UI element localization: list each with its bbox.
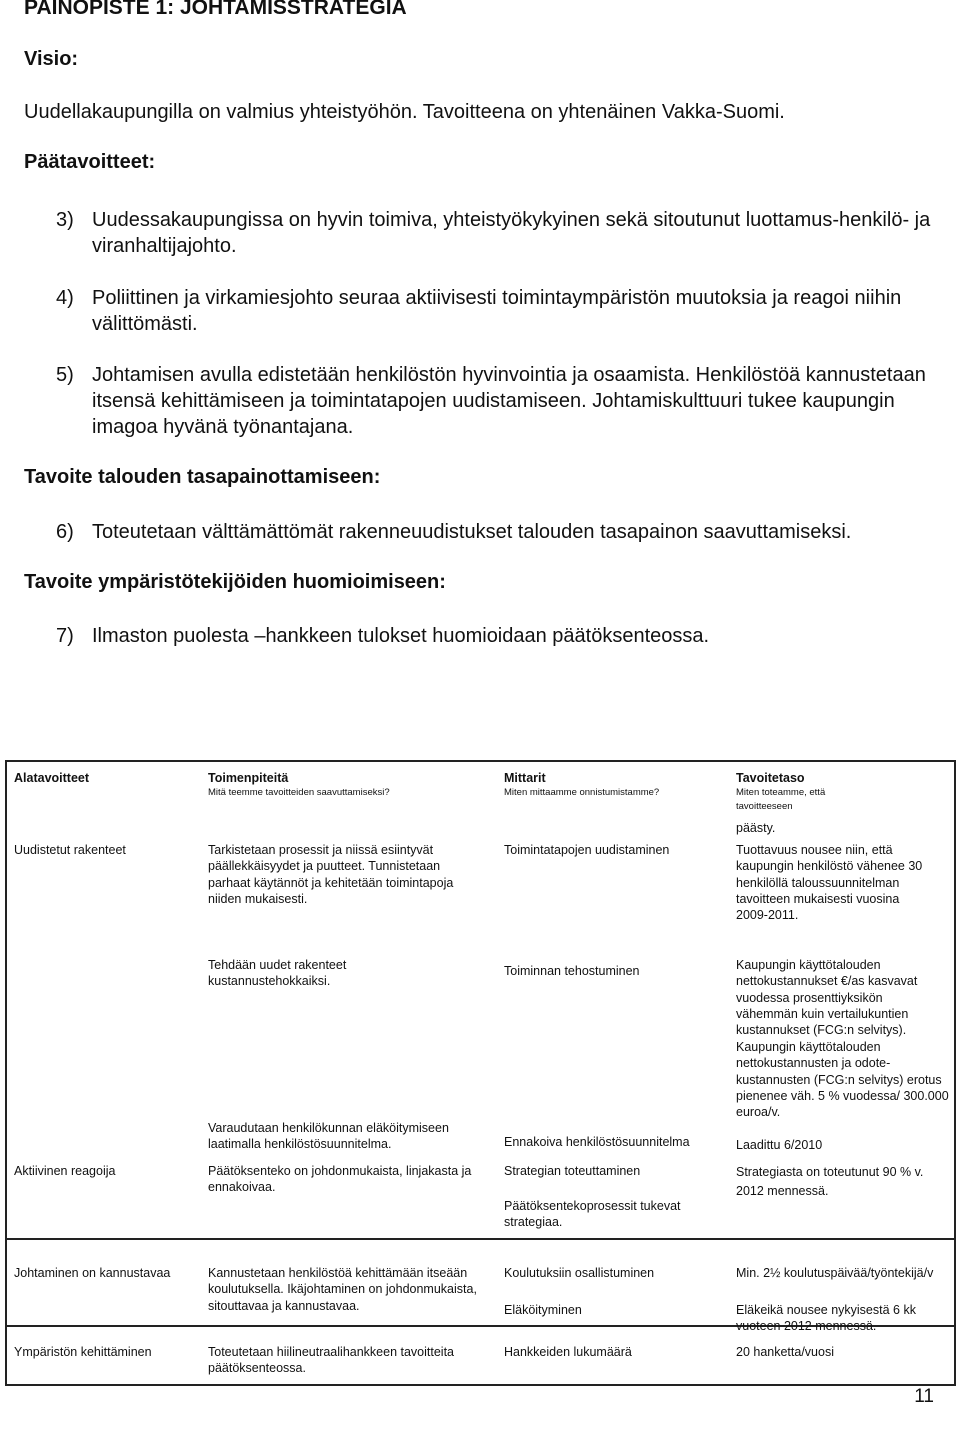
row1-alatavoite: Uudistetut rakenteet	[14, 843, 126, 857]
header-toimenpiteita	[208, 770, 498, 800]
goal-text: Johtamisen avulla edistetään henkilöstön hyvinvointia ja osaamista. Henkilöstöä kannustetaan itsensä kehittämiseen ja toimintatapojen uudistamiseen. Johtamiskulttuuri tukee kaupungin imagoa hyvänä työnantajana.	[92, 364, 926, 438]
visio-label: Visio:	[24, 48, 79, 70]
talous-number: 6)	[56, 521, 74, 543]
header-tavoitetaso-title: Tavoitetaso	[736, 771, 805, 785]
talous-label: Tavoite talouden tasapainottamiseen:	[24, 466, 381, 488]
row3-toimenpide: Kannustetaan henkilöstöä kehittämään itseään koulutuksella. Ikäjohtaminen on johdonmukaista, sitouttavaa ja kannustavaa.	[208, 1266, 477, 1313]
ymparisto-text: Ilmaston puolesta –hankkeen tulokset huomioidaan päätöksenteossa.	[92, 625, 710, 647]
goal-number: 3)	[56, 209, 74, 231]
goal-number: 5)	[56, 364, 74, 386]
goal-number: 4)	[56, 287, 74, 309]
row2-alatavoite: Aktiivinen reagoija	[14, 1164, 116, 1178]
page-heading: PAINOPISTE 1: JOHTAMISSTRATEGIA	[24, 0, 407, 19]
goal-item	[56, 207, 951, 259]
page-number: 11	[914, 1386, 934, 1407]
row1-tavoitetaso-4: Laadittu 6/2010	[736, 1138, 823, 1152]
row1-mittari-3: Ennakoiva henkilöstösuunnitelma	[504, 1135, 690, 1149]
ymparisto-label: Tavoite ympäristötekijöiden huomioimiseen:	[24, 571, 446, 593]
row2-toimenpide: Päätöksenteko on johdonmukaista, linjakasta ja ennakoivaa.	[208, 1164, 472, 1195]
row2-tavoitetaso: Strategiasta on toteutunut 90 % v. 2012 mennessä.	[736, 1165, 924, 1198]
row1-toimenpide-2: Tehdään uudet rakenteet kustannustehokkaiksi.	[208, 958, 347, 989]
row1-mittari-1: Toimintatapojen uudistaminen	[504, 843, 670, 857]
row1-toimenpide-1: Tarkistetaan prosessit ja niissä esiintyvät päällekkäisyydet ja puutteet. Tunnistetaan parhaat käytännöt ja kehitetään toimintapoja niiden mukaisesti.	[208, 843, 454, 906]
row4-tavoitetaso: 20 hanketta/vuosi	[736, 1345, 834, 1359]
row2-mittari-1: Strategian toteuttaminen	[504, 1164, 641, 1178]
row3-tavoitetaso-2: Eläkeikä nousee nykyisestä 6 kk vuoteen 2012 mennessä.	[736, 1303, 916, 1334]
goals-table	[5, 760, 956, 1386]
row1-tavoitetaso-3: Kaupungin käyttötalouden nettokustannusten ja odote-kustannusten (FCG:n selvitys) erotus pienenee väh. 5 % vuodessa/ 300.000 euroa/v.	[736, 1040, 949, 1120]
row3-mittari-2: Eläköityminen	[504, 1303, 582, 1317]
row1-tavoitetaso-2: Kaupungin käyttötalouden nettokustannukset €/as kasvavat vuodessa prosenttiyksikön vähemmän kuin vertailukuntien kustannukset (FCG:n selvitys).	[736, 958, 918, 1038]
header-toimenpiteita-title: Toimenpiteitä	[208, 771, 289, 785]
header-tavoitetaso-sub2: päästy.	[736, 821, 776, 836]
goal-text: Uudessakaupungissa on hyvin toimiva, yhteistyökykyinen sekä sitoutunut luottamus-henkilö- ja viranhaltijajohto.	[92, 209, 931, 257]
header-mittarit-sub: Miten mittaamme onnistumistamme?	[504, 787, 660, 799]
row1-tavoitetaso-1: Tuottavuus nousee niin, että kaupungin henkilöstö vähenee 30 henkilöllä taloussuunnitelman tavoitteen mukaisesti vuosina 2009-2011.	[736, 843, 923, 923]
paatavoitteet-label: Päätavoitteet:	[24, 151, 156, 173]
table-divider	[7, 1238, 954, 1240]
header-toimenpiteita-sub: Mitä teemme tavoitteiden saavuttamiseksi?	[208, 787, 390, 799]
row3-mittari-1: Koulutuksiin osallistuminen	[504, 1266, 655, 1280]
goal-text: Poliittinen ja virkamiesjohto seuraa aktiivisesti toimintaympäristön muutoksia ja reagoi niihin välittömästi.	[92, 287, 902, 335]
row4-mittari: Hankkeiden lukumäärä	[504, 1345, 632, 1359]
talous-text: Toteutetaan välttämättömät rakenneuudistukset talouden tasapainon saavuttamiseksi.	[92, 521, 852, 543]
header-mittarit-title: Mittarit	[504, 771, 546, 785]
talous-item	[56, 519, 951, 545]
header-tavoitetaso-sub: Miten toteamme, että tavoitteeseen	[736, 787, 826, 813]
row1-mittari-2: Toiminnan tehostuminen	[504, 964, 640, 978]
visio-text: Uudellakaupungilla on valmius yhteistyöhön. Tavoitteena on yhtenäinen Vakka-Suomi.	[24, 101, 785, 123]
goal-item	[56, 362, 951, 440]
ymparisto-number: 7)	[56, 625, 74, 647]
row4-alatavoite: Ympäristön kehittäminen	[14, 1345, 152, 1359]
header-alatavoitteet: Alatavoitteet	[14, 771, 90, 785]
row3-alatavoite: Johtaminen on kannustavaa	[14, 1266, 171, 1280]
row3-tavoitetaso-1: Min. 2½ koulutuspäivää/työntekijä/v	[736, 1266, 934, 1280]
row4-toimenpide: Toteutetaan hiilineutraalihankkeen tavoitteita päätöksenteossa.	[208, 1345, 455, 1376]
header-mittarit	[504, 770, 729, 800]
goal-item	[56, 285, 951, 337]
header-tavoitetaso	[736, 770, 954, 837]
row1-toimenpide-3: Varaudutaan henkilökunnan eläköitymiseen laatimalla henkilöstösuunnitelma.	[208, 1121, 449, 1152]
row2-mittari-2: Päätöksentekoprosessit tukevat strategiaa.	[504, 1199, 681, 1230]
ymparisto-item	[56, 623, 951, 649]
